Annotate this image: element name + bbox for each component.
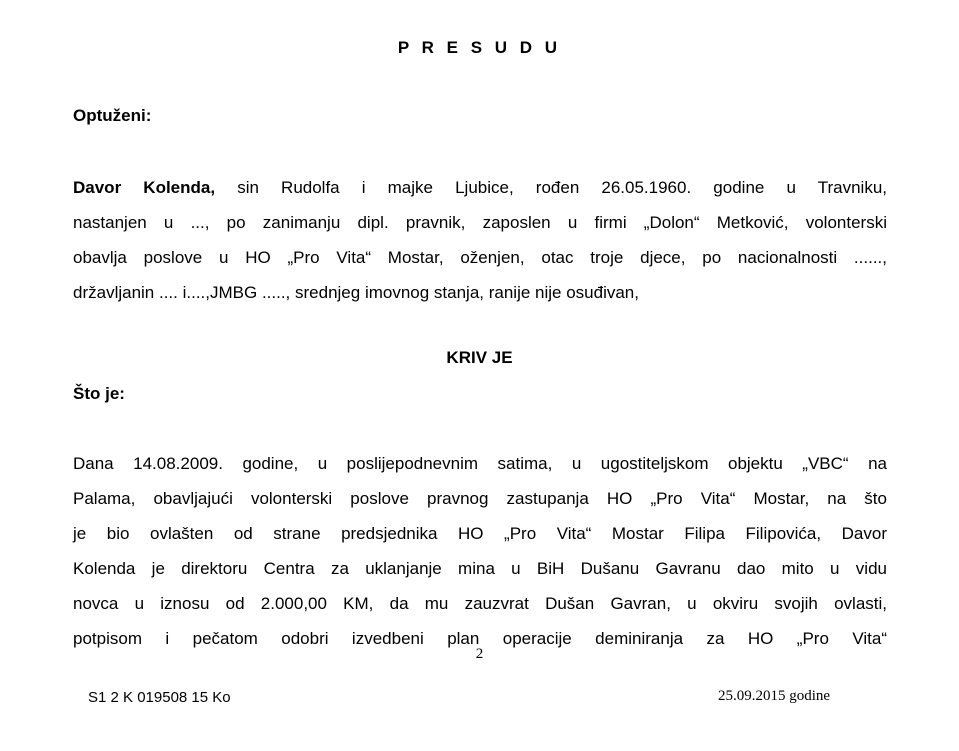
document-date: 25.09.2015 godine [718,688,831,704]
accused-line-1-text: sin Rudolfa i majke Ljubice, rođen 26.05.1960. godine u Travniku, [215,178,887,197]
what-label: Što je: [73,384,125,403]
accused-line-3: obavlja poslove u HO „Pro Vita“ Mostar, oženjen, otac troje djece, po nacionalnosti ......, [73,248,887,267]
accused-paragraph [73,170,887,310]
facts-line-3: je bio ovlašten od strane predsjednika HO „Pro Vita“ Mostar Filipa Filipovića, Davor [73,524,887,543]
accused-line-4: državljanin .... i....,JMBG ....., srednjeg imovnog stanja, ranije nije osuđivan, [73,283,639,302]
accused-line-2: nastanjen u ..., po zanimanju dipl. pravnik, zaposlen u firmi „Dolon“ Metković, volonterski [73,213,887,232]
accused-name: Davor Kolenda, [73,178,216,197]
facts-line-5: novca u iznosu od 2.000,00 KM, da mu zauzvrat Dušan Gavran, u okviru svojih ovlasti, [73,594,887,613]
page-number: 2 [475,646,484,662]
case-number: S1 2 K 019508 15 Ko [88,689,231,706]
facts-line-2: Palama, obavljajući volonterski poslove pravnog zastupanja HO „Pro Vita“ Mostar, na što [73,489,887,508]
verdict-heading: KRIV JE [446,348,513,367]
accused-label: Optuženi: [73,106,152,125]
facts-paragraph [73,446,887,656]
document-title: P R E S U D U [397,38,562,57]
facts-line-4: Kolenda je direktoru Centra za uklanjanje mina u BiH Dušanu Gavranu dao mito u vidu [73,559,887,578]
facts-line-1: Dana 14.08.2009. godine, u poslijepodnevnim satima, u ugostiteljskom objektu „VBC“ na [73,454,887,473]
accused-line-1 [73,170,887,205]
facts-line-6: potpisom i pečatom odobri izvedbeni plan operacije deminiranja za HO „Pro Vita“ [73,629,887,648]
